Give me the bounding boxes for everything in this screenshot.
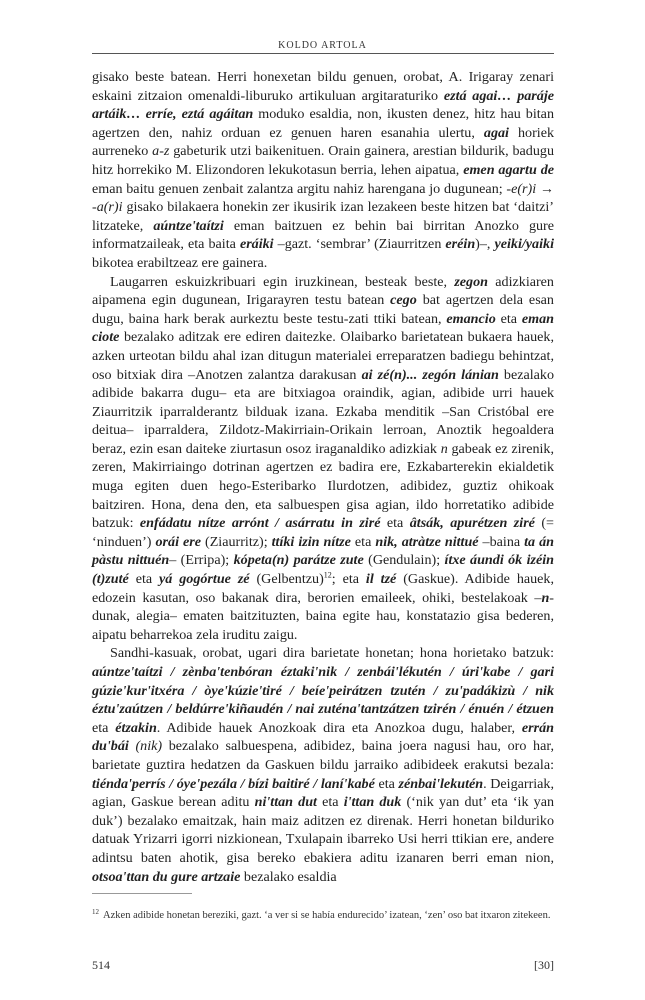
text-run: →: [536, 180, 554, 197]
text-run: –baina: [478, 533, 525, 550]
emphasized-term: aúntze'taítzi / zènba'tenbóran éztaki'nik / zenbái'lékutén / úri'kabe / gari gúzie'kur'itxéra / òye'kúzie'tiré / beíe'peirátzen tzutén / zu'padákizù / nik éztu'zaútzen / beldúrre'kiñaudén / nai zuténa'tantzátzen tzirén / énuén / étzuen: [92, 664, 554, 718]
text-run: -dunak, alegia– ematen baitzituzten, baina egite hau, konstatazio gisa bederen, aipatu beharrekoa zela iruditu zaigu.: [92, 589, 554, 643]
text-run: . Deigarriak, agian, Gaskue berean aditu: [92, 775, 555, 811]
footnote-text: Azken adibide honetan bereziki, gazt. ‘a ver si se había endurecido’ izatean, ‘zen’ oso bat itxaron zitekeen.: [103, 910, 551, 921]
footnote-number: 12: [92, 907, 99, 916]
text-run: horiek aurreneko: [92, 124, 554, 160]
emphasized-term: nik, atràtze nittué: [375, 533, 479, 550]
text-run: eman baitu genuen zenbait zalantza argitu nahiz harengana jo dugunean;: [92, 180, 507, 197]
emphasized-term: emen agartu de: [463, 161, 554, 178]
text-run: bezalako esaldia: [240, 868, 337, 885]
emphasized-term: cego: [390, 292, 417, 309]
text-run: eta: [374, 775, 399, 792]
text-run: –gazt. ‘sembrar’ (Ziaurritzen: [273, 236, 446, 253]
header-rule: [92, 53, 554, 54]
italic-term: -a(r)i: [92, 199, 123, 216]
text-run: eta: [92, 719, 116, 736]
text-run: (Gaskue). Adibide hauek, edozein kasutan, oso bakanak dira, berorien emaileek, ohiki, bestelakoak –: [92, 571, 554, 606]
emphasized-term: enfádatu nítze arrónt / asárratu in ziré: [139, 515, 381, 532]
paragraph: [92, 644, 554, 886]
footnote-ref: 12: [323, 570, 332, 580]
text-run: – (Erripa);: [169, 552, 234, 569]
text-run: adizkiaren aipamena egin dugunean, Irigarayren testu batean: [92, 273, 554, 309]
emphasized-term: i'ttan duk: [343, 794, 402, 811]
text-run: bezalako salbuespena, adibidez, baina joera nagusi hau, oro har, barietate guztira hedatzen da Gaskuen bildu jarraiko adibideek erakutsi bezala:: [92, 738, 554, 773]
text-run: (Gendulain);: [363, 552, 445, 569]
emphasized-term: tiénda'perrís / óye'pezála / bízi baitiré / laní'kabé: [92, 775, 375, 792]
text-run: eta: [495, 310, 522, 327]
paragraph: [92, 68, 554, 273]
emphasized-term: eztá agai… paráje artáik… erríe, eztá agáitan: [92, 87, 555, 123]
text-run: . Adibide hauek Anozkoak dira eta Anozkoa dugu, halaber,: [156, 719, 522, 736]
emphasized-term: emancio: [446, 310, 496, 327]
text-run: gisako beste batean. Herri honexetan bildu genuen, orobat, A. Irigaray zenari eskaini zitzaion omenaldi-liburuko artikuluan argitaraturiko: [92, 69, 554, 104]
emphasized-term: kópeta(n) parátze zute: [233, 552, 364, 569]
italic-term: n: [440, 440, 448, 457]
emphasized-term: ni'ttan dut: [254, 794, 317, 811]
text-run: bat agertzen dela esan dugu, baina hark berak aurkeztu beste testu-zati ttiki batean,: [92, 292, 554, 327]
emphasized-term: étzakin: [115, 719, 157, 736]
body-text: [92, 68, 554, 886]
emphasized-term: ttíki izin nítze: [271, 533, 351, 550]
italic-term: a-z: [152, 143, 170, 160]
text-run: gisako bilakaera honekin zer ikusirik izan lezakeen beste hitzen bat ‘daitzi’ litzateke,: [92, 199, 554, 234]
emphasized-term: eráiki: [239, 236, 274, 253]
text-run: Laugarren eskuizkribuari egin iruzkinean, besteak beste,: [110, 273, 455, 290]
page-bracket-number: [30]: [534, 958, 554, 972]
emphasized-term: zegon: [454, 273, 488, 290]
text-run: Sandhi-kasuak, orobat, ugari dira barietate honetan; hona horietako batzuk:: [110, 645, 554, 662]
text-run: gabeturik utzi baikenituen. Orain gainera, arestian bildurik, badugu hitz horrekiko M. Elizondoren lekukotasun berria, lehen aipatua,: [92, 143, 554, 178]
text-run: eta: [316, 794, 344, 811]
footnote: [92, 908, 554, 923]
emphasized-term: ta án pàstu nittuén: [92, 533, 554, 569]
text-run: eta: [380, 515, 410, 532]
emphasized-term: ai zé(n)... zegón lánian: [361, 366, 499, 383]
text-run: (= ‘ninduen’): [92, 515, 554, 550]
text-run: moduko esaldia, non, ikusten denez, hitz hau bitan agertzen den, nahiz orduan ez genuen haren esanahia ulertu,: [92, 106, 554, 141]
emphasized-term: zénbai'lekutén: [398, 775, 484, 792]
text-run: gabeak ez zirenik, zeren, Makirriaingo dotrinan agertzen ez badira ere, Ezkabarterekin ekialdetik muga egiten duen hego-Esteribarko Ilurdotzen, adibidez, guztiz ohikoak baitziren. Hona, dena den, eta salbuespen gisa agian, ildo horretatiko adibide batzuk:: [92, 440, 554, 532]
text-run: eman baitzuen ez behin bai birritan Anozko gure informatzaileak, eta baita: [92, 217, 555, 253]
emphasized-term: errán du'bái: [92, 719, 554, 755]
emphasized-term: orái ere: [155, 533, 201, 550]
italic-term: (nik): [135, 738, 163, 755]
emphasized-term: yeiki/yaiki: [494, 236, 554, 253]
emphasized-term: agai: [483, 124, 509, 141]
text-run: ; eta: [331, 571, 366, 588]
text-run: eta: [128, 571, 160, 588]
emphasized-term: aúntze'taítzi: [153, 217, 224, 234]
text-run: (Ziaurritz);: [201, 533, 272, 550]
emphasized-term: n: [541, 589, 550, 606]
text-run: bezalako aditzak ere ediren daitezke. Olaibarko barietatean bukaera hauek, azken urteotan bildu ahal izan ditugun materialei erreparatzen badiegu behintzat, oso bitxiak dira –Anotzen zalantza darakusan: [92, 329, 554, 383]
emphasized-term: âtsák, apurétzen ziré: [409, 515, 535, 532]
emphasized-term: yá gogórtue zé: [159, 571, 250, 588]
text-run: bezalako adibide bakarra dugu– eta are bitxiagoa oraindik, agian, adibide urri hauek Ziaurritzik iparralderantz bilduak izana. Ezkaba menditik –San Cristóbal ere deitua– iparraldera, Zildotz-Makirriain-Orikain lerroan, Anoztik hegoaldera beraz, ezin esan daiteke ziurtasun osoz iraganaldiko adizkiak: [92, 366, 555, 457]
paragraph: [92, 273, 554, 645]
emphasized-term: il tzé: [365, 571, 397, 588]
text-run: (Gelbentzu): [249, 571, 324, 588]
text-run: bikotea erabiltzeaz ere gainera.: [92, 254, 268, 271]
running-header: KOLDO ARTOLA: [278, 40, 367, 51]
emphasized-term: otsoa'ttan du gure artzaie: [92, 868, 241, 885]
emphasized-term: eman ciote: [92, 310, 554, 346]
text-run: (‘nik yan dut’ eta ‘ik yan duk’) bezalako emaitzak, hain maiz aditzen ez direnak. Herri honetan bilduriko datuak Yrizarri igorri nizkionean, Txulapain ibarreko Usi herri ttikian ere, andere adintsu baten ahotik, gisa bereko ebakiera aditu izanaren berri eman nion,: [92, 794, 554, 866]
page-number: 514: [92, 958, 110, 972]
italic-term: -e(r)i: [506, 180, 537, 197]
footnote-rule: [92, 893, 192, 894]
text-run: )–,: [475, 236, 495, 253]
text-run: eta: [350, 533, 376, 550]
emphasized-term: eréin: [445, 236, 476, 253]
emphasized-term: ítxe áundi ók izéin (t)zuté: [92, 552, 555, 588]
